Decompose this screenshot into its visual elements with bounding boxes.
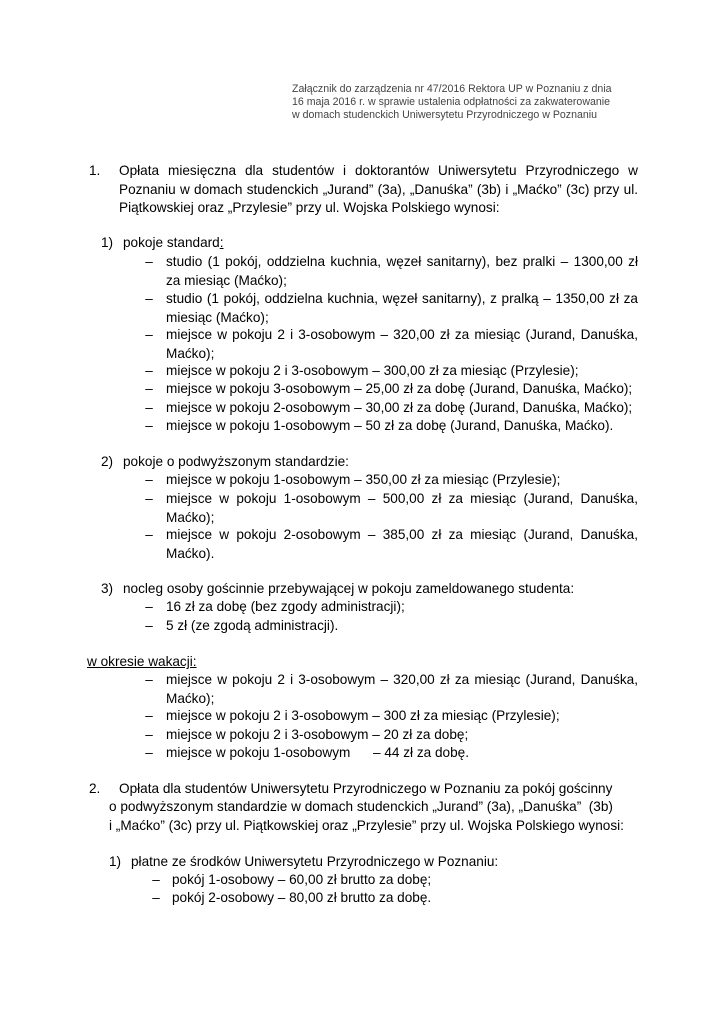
list-item: 16 zł za dobę (bez zgody administracji); bbox=[166, 599, 405, 614]
list-item: miejsce w pokoju 1-osobowym – 500,00 zł za miesiąc (Jurand, Danuśka, Maćko); bbox=[166, 491, 638, 525]
section-2-line: Opłata dla studentów Uniwersytetu Przyrodniczego w Poznaniu za pokój gościnny bbox=[119, 781, 613, 796]
dash-bullet: – bbox=[145, 672, 153, 687]
header-line: w domach studenckich Uniwersytetu Przyrodniczego w Poznaniu bbox=[292, 109, 598, 122]
dash-bullet: – bbox=[145, 727, 153, 742]
subsection-label: nocleg osoby gościnnie przebywającej w pokoju zameldowanego studenta: bbox=[123, 581, 575, 596]
dash-bullet: – bbox=[145, 254, 153, 269]
list-item: miejsce w pokoju 2 i 3-osobowym – 320,00 zł za miesiąc (Jurand, Danuśka, Maćko); bbox=[166, 672, 638, 706]
section-number: 2. bbox=[89, 781, 101, 796]
subsection-label-colon: : bbox=[219, 235, 224, 250]
list-item: miejsce w pokoju 2-osobowym – 385,00 zł za miesiąc (Jurand, Danuśka, Maćko). bbox=[166, 527, 638, 561]
list-item: miejsce w pokoju 2-osobowym – 30,00 zł za dobę (Jurand, Danuśka, Maćko); bbox=[166, 400, 633, 415]
section-1-text: Opłata miesięczna dla studentów i doktorantów Uniwersytetu Przyrodniczego w Poznaniu w domach studenckich „Jurand” (3a), „Danuśka” (3b) i „Maćko” (3c) przy ul. Piątkowskiej oraz „Przylesie” przy ul. Wojska Polskiego wynosi: bbox=[119, 163, 638, 215]
subsection-label bbox=[123, 234, 224, 253]
list-item: studio (1 pokój, oddzielna kuchnia, węzeł sanitarny), z pralką – 1350,00 zł za miesiąc (Maćko); bbox=[166, 291, 638, 325]
dash-bullet: – bbox=[145, 381, 153, 396]
subsection-number: 3) bbox=[101, 581, 114, 596]
section-number: 1. bbox=[89, 163, 101, 178]
subsection-label-main: pokoje standard bbox=[123, 235, 220, 250]
subsection-label: płatne ze środków Uniwersytetu Przyrodniczego w Poznaniu: bbox=[131, 854, 499, 869]
dash-bullet: – bbox=[145, 491, 153, 506]
list-item: pokój 1-osobowy – 60,00 zł brutto za dobę; bbox=[172, 872, 432, 887]
dash-bullet: – bbox=[145, 708, 153, 723]
dash-bullet: – bbox=[145, 599, 153, 614]
dash-bullet: – bbox=[145, 400, 153, 415]
dash-bullet: – bbox=[145, 327, 153, 342]
dash-bullet: – bbox=[145, 618, 153, 633]
list-item: miejsce w pokoju 1-osobowym – 50 zł za dobę (Jurand, Danuśka, Maćko). bbox=[166, 418, 614, 433]
dash-bullet: – bbox=[145, 745, 153, 760]
list-item: studio (1 pokój, oddzielna kuchnia, węzeł sanitarny), bez pralki – 1300,00 zł za miesiąc (Maćko); bbox=[166, 254, 638, 288]
section-2-line: o podwyższonym standardzie w domach studenckich „Jurand” (3a), „Danuśka” (3b) bbox=[109, 799, 613, 814]
dash-bullet: – bbox=[152, 872, 160, 887]
list-item: 5 zł (ze zgodą administracji). bbox=[166, 618, 339, 633]
dash-bullet: – bbox=[152, 890, 160, 905]
header-line: Załącznik do zarządzenia nr 47/2016 Rektora UP w Poznaniu z dnia bbox=[292, 83, 612, 95]
document-header bbox=[292, 83, 692, 123]
list-item: miejsce w pokoju 2 i 3-osobowym – 20 zł za dobę; bbox=[166, 727, 469, 742]
list-item: miejsce w pokoju 1-osobowym – 350,00 zł za miesiąc (Przylesie); bbox=[166, 472, 561, 487]
list-item: miejsce w pokoju 2 i 3-osobowym – 300 zł za miesiąc (Przylesie); bbox=[166, 708, 560, 723]
section-2-line: i „Maćko” (3c) przy ul. Piątkowskiej oraz „Przylesie” przy ul. Wojska Polskiego wynosi: bbox=[109, 818, 624, 833]
holiday-heading: w okresie wakacji: bbox=[87, 654, 197, 669]
dash-bullet: – bbox=[145, 472, 153, 487]
list-item: miejsce w pokoju 1-osobowym – 44 zł za dobę. bbox=[166, 745, 469, 760]
subsection-number: 2) bbox=[101, 454, 114, 469]
header-line: 16 maja 2016 r. w sprawie ustalenia odpłatności za zakwaterowanie bbox=[292, 96, 610, 109]
list-item: pokój 2-osobowy – 80,00 zł brutto za dobę. bbox=[172, 890, 432, 905]
dash-bullet: – bbox=[145, 527, 153, 542]
subsection-number: 1) bbox=[101, 235, 114, 250]
list-item: miejsce w pokoju 2 i 3-osobowym – 300,00 zł za miesiąc (Przylesie); bbox=[166, 363, 579, 378]
dash-bullet: – bbox=[145, 363, 153, 378]
dash-bullet: – bbox=[145, 418, 153, 433]
list-item: miejsce w pokoju 3-osobowym – 25,00 zł za dobę (Jurand, Danuśka, Maćko); bbox=[166, 381, 633, 396]
list-item: miejsce w pokoju 2 i 3-osobowym – 320,00 zł za miesiąc (Jurand, Danuśka, Maćko); bbox=[166, 327, 638, 361]
subsection-label: pokoje o podwyższonym standardzie: bbox=[123, 454, 349, 469]
subsection-number: 1) bbox=[109, 854, 122, 869]
dash-bullet: – bbox=[145, 291, 153, 306]
